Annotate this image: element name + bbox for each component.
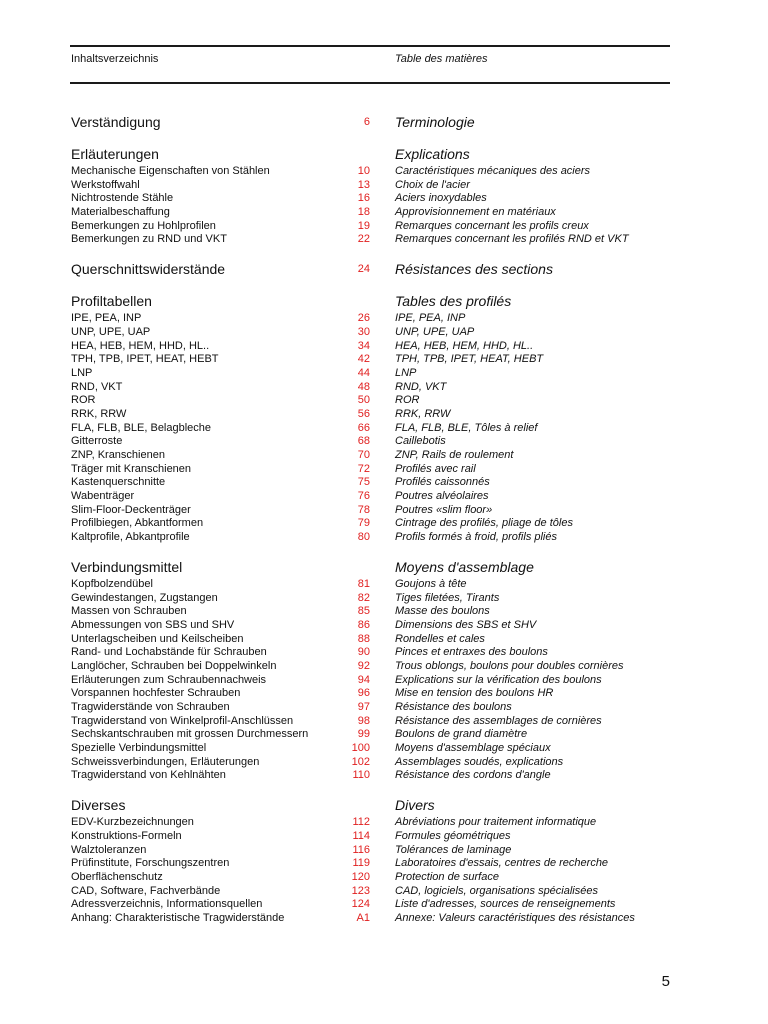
entry-german: Materialbeschaffung [71, 206, 170, 219]
section-heading-german: Querschnittswiderstände [71, 261, 226, 278]
toc-entry [0, 885, 768, 899]
entry-page: 79 [357, 517, 370, 530]
entry-french: Protection de surface [395, 870, 499, 883]
entry-page: 82 [357, 591, 370, 604]
toc-section [0, 259, 768, 279]
page-number: 5 [661, 973, 670, 990]
entry-german: Mechanische Eigenschaften von Stählen [71, 165, 270, 177]
entry-page: 123 [351, 884, 370, 897]
entry-german: Abmessungen von SBS und SHV [71, 618, 235, 631]
toc-entry [0, 367, 768, 381]
entry-french: Masse des boulons [395, 605, 490, 618]
entry-french: Annexe: Valeurs caractéristiques des résistances [395, 911, 635, 924]
entry-french: Assemblages soudés, explications [395, 755, 564, 768]
toc-entry [0, 353, 768, 367]
entry-french: ROR [395, 394, 420, 407]
entry-french: Dimensions des SBS et SHV [395, 618, 537, 631]
toc-entry [0, 504, 768, 518]
entry-french: Poutres alvéolaires [395, 490, 489, 503]
entry-german: Massen von Schrauben [71, 605, 187, 618]
toc-section-heading [0, 144, 768, 164]
entry-page: 92 [357, 659, 370, 672]
entry-german: ZNP, Kranschienen [71, 449, 165, 461]
entry-french: IPE, PEA, INP [395, 312, 466, 325]
toc-entry [0, 517, 768, 531]
entry-german: Werkstoffwahl [71, 178, 140, 191]
entry-french: HEA, HEB, HEM, HHD, HL.. [395, 339, 534, 352]
entry-french: Caractéristiques mécaniques des aciers [395, 165, 591, 177]
toc-entry [0, 844, 768, 858]
entry-page: 86 [357, 618, 370, 631]
toc-section [0, 112, 768, 132]
entry-german: Walztoleranzen [71, 843, 147, 856]
entry-german: Anhang: Charakteristische Tragwiderstände [71, 911, 285, 924]
entry-page: 102 [351, 755, 370, 768]
entry-french: Poutres «slim floor» [395, 503, 493, 516]
entry-german: Spezielle Verbindungsmittel [71, 742, 207, 755]
entry-page: 70 [357, 449, 370, 461]
toc-entry [0, 422, 768, 436]
section-heading-page: 6 [363, 116, 370, 128]
entry-page: 18 [357, 206, 370, 219]
toc-section [0, 291, 768, 545]
entry-french: UNP, UPE, UAP [395, 325, 475, 338]
toc-section-heading [0, 557, 768, 577]
toc-entry [0, 408, 768, 422]
toc-entry [0, 898, 768, 912]
toc-entry [0, 674, 768, 688]
entry-german: Wabenträger [71, 490, 135, 503]
toc-entry [0, 449, 768, 463]
toc-entry [0, 165, 768, 179]
entry-french: Formules géométriques [395, 829, 511, 842]
entry-page: 42 [357, 353, 370, 366]
toc-entry [0, 756, 768, 770]
toc-entry [0, 463, 768, 477]
entry-german: EDV-Kurzbezeichnungen [71, 816, 194, 829]
entry-german: Prüfinstitute, Forschungszentren [71, 857, 230, 870]
entry-page: 90 [357, 646, 370, 659]
entry-page: 26 [357, 312, 370, 325]
entry-german: FLA, FLB, BLE, Belagbleche [71, 421, 212, 434]
entry-french: FLA, FLB, BLE, Tôles à relief [395, 421, 538, 434]
entry-french: Rondelles et cales [395, 632, 485, 645]
entry-page: 19 [357, 219, 370, 232]
entry-french: Boulons de grand diamètre [395, 728, 528, 741]
entry-german: UNP, UPE, UAP [71, 325, 151, 338]
entry-page: 114 [352, 829, 370, 842]
entry-german: Oberflächenschutz [71, 870, 163, 883]
entry-french: Tolérances de laminage [395, 843, 512, 856]
entry-german: TPH, TPB, IPET, HEAT, HEBT [71, 353, 219, 366]
toc-entry [0, 233, 768, 247]
entry-page: 66 [357, 421, 370, 434]
entry-page: 119 [352, 857, 370, 870]
entry-page: 124 [351, 898, 370, 911]
toc-section [0, 557, 768, 783]
entry-german: Profilbiegen, Abkantformen [71, 517, 204, 530]
entry-french: Moyens d'assemblage spéciaux [395, 742, 551, 755]
entry-german: Tragwiderstand von Winkelprofil-Anschlüssen [71, 714, 294, 727]
toc-entry [0, 830, 768, 844]
entry-german: Nichtrostende Stähle [71, 192, 174, 205]
section-heading-french: Divers [395, 797, 435, 814]
entry-french: Aciers inoxydables [395, 192, 487, 205]
entry-french: TPH, TPB, IPET, HEAT, HEBT [395, 353, 544, 366]
entry-page: 10 [357, 165, 370, 177]
entry-page: 100 [351, 742, 370, 755]
entry-french: Résistance des boulons [395, 701, 512, 713]
entry-french: Remarques concernant les profilés RND et VKT [395, 233, 629, 246]
entry-page: 30 [357, 325, 370, 338]
entry-page: 16 [357, 192, 370, 205]
title-german: Inhaltsverzeichnis [71, 53, 159, 65]
entry-french: Caillebotis [395, 435, 446, 448]
entry-french: Cintrage des profilés, pliage de tôles [395, 517, 573, 530]
entry-page: 81 [357, 577, 370, 590]
entry-german: Tragwiderstände von Schrauben [71, 701, 230, 713]
entry-page: 75 [357, 476, 370, 489]
toc-entry [0, 206, 768, 220]
toc-section-heading [0, 112, 768, 132]
entry-page: 13 [357, 178, 370, 191]
toc-entry [0, 531, 768, 545]
toc-entry [0, 857, 768, 871]
section-heading-german: Erläuterungen [71, 146, 159, 162]
toc-entry [0, 769, 768, 783]
entry-french: RRK, RRW [395, 407, 451, 420]
toc-entry [0, 605, 768, 619]
entry-page: 68 [357, 435, 370, 448]
entry-german: Adressverzeichnis, Informationsquellen [71, 898, 263, 911]
entry-french: Choix de l'acier [395, 178, 470, 191]
header-bottom-rule [70, 82, 670, 84]
toc-entry [0, 912, 768, 926]
toc-section-heading [0, 291, 768, 311]
toc-entry [0, 435, 768, 449]
entry-german: Unterlagscheiben und Keilscheiben [71, 632, 244, 645]
toc-entry [0, 728, 768, 742]
entry-page: 22 [357, 233, 370, 246]
toc-entry [0, 312, 768, 326]
entry-french: Laboratoires d'essais, centres de recherche [395, 857, 609, 870]
entry-german: Träger mit Kranschienen [71, 462, 192, 475]
toc-entry [0, 578, 768, 592]
section-heading-french: Résistances des sections [395, 261, 553, 278]
entry-french: Pinces et entraxes des boulons [395, 646, 548, 659]
entry-page: 78 [357, 503, 370, 516]
entry-page: 48 [357, 380, 370, 393]
header-top-rule [70, 45, 670, 47]
table-of-contents [0, 112, 768, 926]
entry-page: 112 [352, 816, 370, 829]
entry-german: Slim-Floor-Deckenträger [71, 503, 191, 516]
entry-french: LNP [395, 366, 417, 379]
entry-french: Liste d'adresses, sources de renseignements [395, 898, 616, 911]
entry-german: Tragwiderstand von Kehlnähten [71, 769, 226, 782]
section-heading-page: 24 [357, 263, 370, 276]
entry-german: Sechskantschrauben mit grossen Durchmessern [71, 728, 309, 741]
entry-french: Résistance des assemblages de cornières [395, 714, 602, 727]
toc-entry [0, 871, 768, 885]
entry-french: Profilés caissonnés [395, 476, 490, 489]
entry-french: Profils formés à froid, profils pliés [395, 531, 557, 544]
entry-german: Bemerkungen zu Hohlprofilen [71, 219, 216, 232]
entry-page: 98 [357, 714, 370, 727]
entry-german: HEA, HEB, HEM, HHD, HL.. [71, 339, 210, 352]
title-french: Table des matières [395, 53, 488, 65]
section-heading-french: Moyens d'assemblage [395, 558, 534, 575]
entry-page: 99 [357, 728, 370, 741]
entry-german: Gitterroste [71, 435, 123, 448]
toc-entry [0, 701, 768, 715]
entry-page: 44 [357, 366, 370, 379]
entry-french: Tiges filetées, Tirants [395, 591, 500, 604]
toc-entry [0, 326, 768, 340]
toc-section-heading [0, 795, 768, 815]
entry-page: 94 [357, 673, 370, 686]
entry-page: 50 [357, 394, 370, 407]
toc-section [0, 144, 768, 247]
section-heading-german: Diverses [71, 797, 126, 814]
entry-german: Kopfbolzendübel [71, 577, 153, 590]
entry-german: Erläuterungen zum Schraubennachweis [71, 673, 267, 686]
toc-entry [0, 742, 768, 756]
toc-entry [0, 687, 768, 701]
entry-page: 34 [357, 339, 370, 352]
section-heading-french: Tables des profilés [395, 293, 512, 310]
toc-section-heading [0, 259, 768, 279]
toc-entry [0, 192, 768, 206]
entry-french: Profilés avec rail [395, 462, 476, 475]
entry-page: 72 [357, 462, 370, 475]
section-heading-french: Explications [395, 146, 470, 162]
toc-entry [0, 381, 768, 395]
entry-page: 80 [357, 531, 370, 544]
entry-french: Trous oblongs, boulons pour doubles cornières [395, 659, 624, 672]
toc-entry [0, 490, 768, 504]
entry-german: Kaltprofile, Abkantprofile [71, 531, 190, 544]
entry-german: Vorspannen hochfester Schrauben [71, 687, 241, 700]
entry-german: Gewindestangen, Zugstangen [71, 591, 218, 604]
entry-german: Langlöcher, Schrauben bei Doppelwinkeln [71, 659, 277, 672]
entry-page: 85 [357, 605, 370, 618]
entry-french: CAD, logiciels, organisations spécialisées [395, 884, 598, 897]
entry-german: Kastenquerschnitte [71, 476, 166, 489]
entry-german: IPE, PEA, INP [71, 312, 142, 325]
section-heading-french: Terminologie [395, 114, 475, 130]
entry-french: Mise en tension des boulons HR [395, 687, 554, 700]
toc-entry [0, 633, 768, 647]
entry-page: 97 [357, 701, 370, 713]
entry-french: Explications sur la vérification des boulons [395, 673, 602, 686]
entry-german: Rand- und Lochabstände für Schrauben [71, 646, 267, 659]
entry-french: Remarques concernant les profils creux [395, 219, 589, 232]
toc-entry [0, 715, 768, 729]
entry-german: Schweissverbindungen, Erläuterungen [71, 755, 260, 768]
entry-german: CAD, Software, Fachverbände [71, 884, 221, 897]
section-heading-german: Profiltabellen [71, 293, 152, 310]
entry-german: RND, VKT [71, 380, 123, 393]
entry-german: Bemerkungen zu RND und VKT [71, 233, 227, 246]
toc-section [0, 795, 768, 926]
entry-german: ROR [71, 394, 96, 407]
entry-french: Résistance des cordons d'angle [395, 769, 551, 782]
entry-page: 88 [357, 632, 370, 645]
entry-page: 110 [352, 769, 370, 782]
entry-page: A1 [356, 911, 370, 924]
toc-entry [0, 220, 768, 234]
entry-german: LNP [71, 366, 93, 379]
toc-entry [0, 340, 768, 354]
toc-entry [0, 816, 768, 830]
entry-french: RND, VKT [395, 380, 447, 393]
toc-entry [0, 179, 768, 193]
section-heading-german: Verständigung [71, 114, 161, 130]
entry-page: 56 [357, 407, 370, 420]
entry-page: 120 [351, 870, 370, 883]
entry-french: Abréviations pour traitement informatique [395, 816, 597, 829]
entry-german: RRK, RRW [71, 407, 127, 420]
entry-french: ZNP, Rails de roulement [395, 449, 514, 461]
entry-french: Goujons à tête [395, 577, 467, 590]
entry-page: 76 [357, 490, 370, 503]
entry-page: 96 [357, 687, 370, 700]
toc-entry [0, 619, 768, 633]
entry-german: Konstruktions-Formeln [71, 829, 182, 842]
entry-french: Approvisionnement en matériaux [395, 206, 556, 219]
section-heading-german: Verbindungsmittel [71, 558, 183, 575]
toc-entry [0, 476, 768, 490]
toc-entry [0, 660, 768, 674]
toc-entry [0, 646, 768, 660]
entry-page: 116 [352, 843, 370, 856]
toc-entry [0, 394, 768, 408]
toc-entry [0, 592, 768, 606]
